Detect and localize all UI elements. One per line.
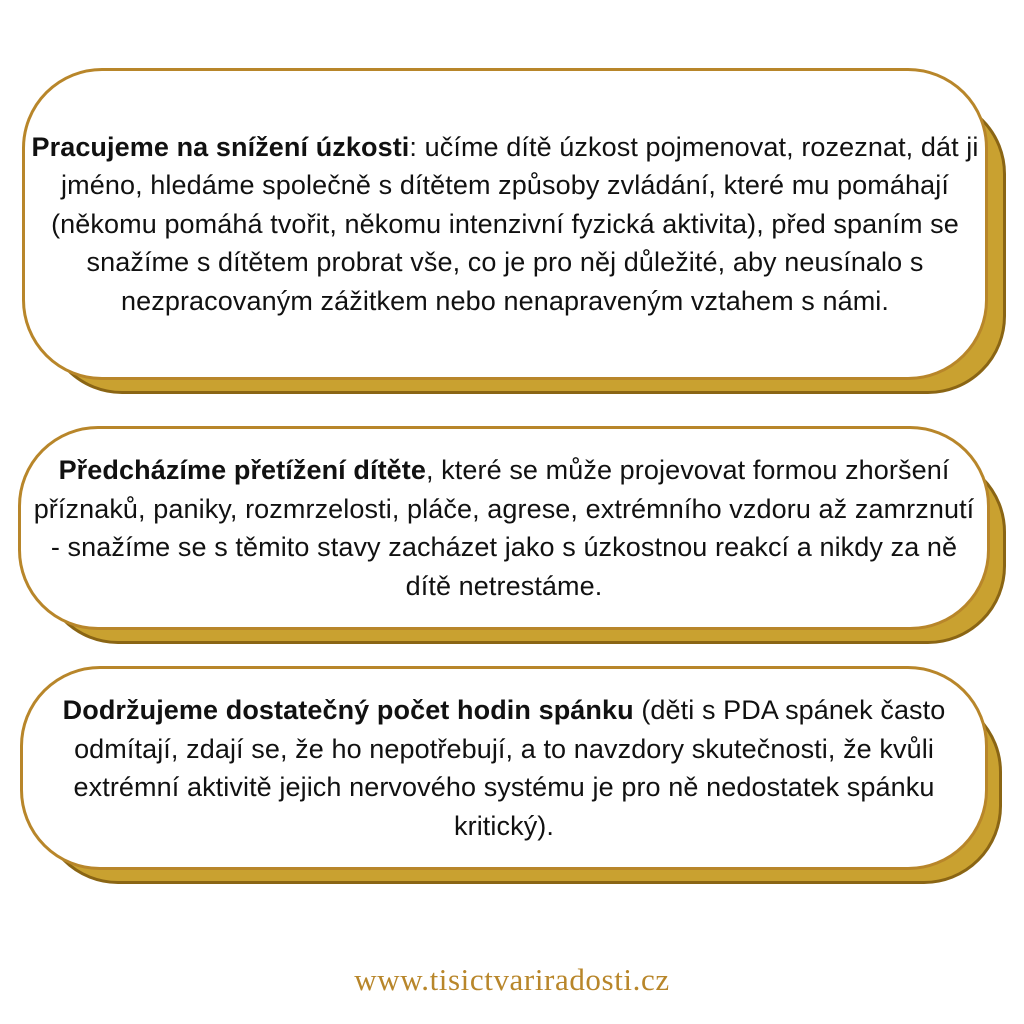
card-body [22, 68, 988, 380]
card-body-text: : učíme dítě úzkost pojmenovat, rozeznat, dát ji jméno, hledáme společně s dítětem způsoby zvládání, které mu pomáhají (někomu pomáhá tvořit, někomu intenzivní fyzická aktivita), před spaním se snažíme s dítětem probrat vše, co je pro něj důležité, aby neusínalo s nezpracovaným zážitkem nebo nenapraveným vztahem s námi. [51, 131, 979, 316]
card-text [31, 128, 979, 321]
card-body [20, 666, 988, 870]
card-bold-heading: Pracujeme na snížení úzkosti [31, 131, 410, 162]
card-text [29, 691, 979, 845]
card-body-text: , které se může projevovat formou zhoršení příznaků, paniky, rozmrzelosti, pláče, agrese, extrémního vzdoru až zamrznutí - snažíme se s těmito stavy zacházet jako s úzkostnou reakcí a nikdy za ně dítě netrestáme. [33, 455, 975, 601]
footer-website-url: www.tisictvariradosti.cz [354, 962, 670, 997]
card-bold-heading: Dodržujeme dostatečný počet hodin spánku [62, 695, 634, 725]
card-body [18, 426, 990, 630]
card-text [27, 451, 981, 605]
card-body-text: (děti s PDA spánek často odmítají, zdají se, že ho nepotřebují, a to navzdory skutečnosti, že kvůli extrémní aktivitě jejich nervového systému je pro ně nedostatek spánku kritický). [73, 695, 946, 841]
card-bold-heading: Předcházíme přetížení dítěte [58, 455, 426, 485]
